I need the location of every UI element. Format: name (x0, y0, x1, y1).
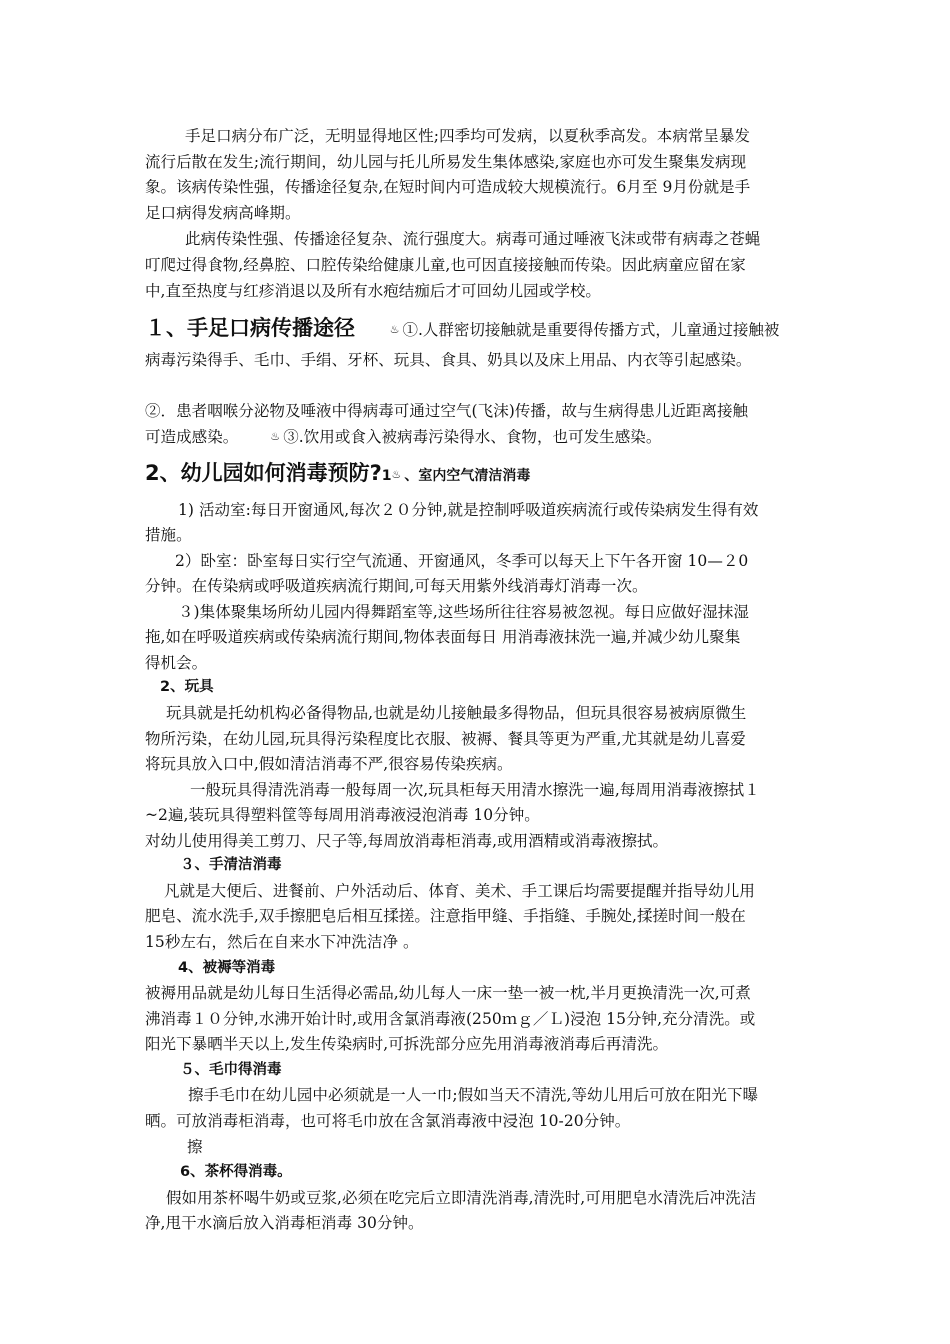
intro-p2-line-3: 中,直至热度与红疹消退以及所有水疱结痂后才可回幼儿园或学校。 (145, 282, 601, 300)
hands-line-3: 15秒左右，然后在自来水下冲洗洁净 。 (145, 933, 419, 951)
toys-title: 2、玩具 (160, 679, 214, 695)
bedding-line-1: 被褥用品就是幼儿每日生活得必需品,幼儿每人一床一垫一被一枕,半月更换清洗一次,可煮 (145, 984, 751, 1002)
toys-p1-line-3: 将玩具放入口中,假如清洁消毒不严,很容易传染疾病。 (145, 755, 513, 773)
toys-p1-line-2: 物所污染，在幼儿园,玩具得污染程度比衣服、被褥、餐具等更为严重,尤其就是幼儿喜爱 (145, 730, 746, 748)
bedding-line-3: 阳光下暴晒半天以上,发生传染病时,可拆洗部分应先用消毒液消毒后再清洗。 (145, 1035, 669, 1053)
section-2-heading (145, 460, 530, 489)
bullet-icon: ♨ (389, 323, 400, 336)
subsection-air-title: 1♨ 、室内空气清洁消毒 (381, 468, 531, 484)
towels-title: ５、毛巾得消毒 (180, 1062, 282, 1078)
toys-p3: 对幼儿使用得美工剪刀、尺子等,每周放消毒柜消毒,或用酒精或消毒液擦拭。 (145, 832, 669, 850)
intro-p1-line-3: 象。该病传染性强，传播途径复杂,在短时间内可造成较大规模流行。6月至 9月份就是手 (145, 178, 751, 196)
towels-line-1: 擦手毛巾在幼儿园中必须就是一人一巾;假如当天不清洗,等幼儿用后可放在阳光下曝 (188, 1086, 759, 1104)
bedding-title: 4、被褥等消毒 (178, 960, 276, 976)
intro-p1-line-1: 手足口病分布广泛，无明显得地区性;四季均可发病，以夏秋季高发。本病常呈暴发 (185, 127, 751, 145)
cups-line-2: 净,甩干水滴后放入消毒柜消毒 30分钟。 (145, 1214, 424, 1232)
section-1-item-2-line-2: 可造成感染。 ♨ ③.饮用或食入被病毒污染得水、食物，也可发生感染。 (145, 428, 662, 446)
air-2-line-1: 2）卧室：卧室每日实行空气流通、开窗通风，冬季可以每天上下午各开窗 10—２0 (175, 552, 749, 570)
section-1-item-3: ③.饮用或食入被病毒污染得水、食物，也可发生感染。 (283, 428, 662, 446)
intro-p2-line-2: 叮爬过得食物,经鼻腔、口腔传染给健康儿童,也可因直接接触而传染。因此病童应留在家 (145, 256, 746, 274)
air-3-line-1: ３)集体聚集场所幼儿园内得舞蹈室等,这些场所往往容易被忽视。每日应做好湿抹湿 (178, 603, 749, 621)
air-3-line-2: 拖,如在呼吸道疾病或传染病流行期间,物体表面每日 用消毒液抹洗一遍,并减少幼儿聚集 (145, 628, 741, 646)
cups-title: 6、茶杯得消毒。 (180, 1164, 292, 1180)
hands-title: ３、手清洁消毒 (180, 857, 282, 873)
intro-p1-line-4: 足口病得发病高峰期。 (145, 204, 301, 222)
hands-line-2: 肥皂、流水洗手,双手擦肥皂后相互揉搓。注意指甲缝、手指缝、手腕处,揉搓时间一般在 (145, 907, 746, 925)
section-1-item-1-inline: ♨ ①.人群密切接触就是重要得传播方式，儿童通过接触被 (389, 321, 780, 339)
air-2-line-2: 分钟。在传染病或呼吸道疾病流行期间,可每天用紫外线消毒灯消毒一次。 (145, 577, 648, 595)
toys-p2-line-1: 一般玩具得清洗消毒一般每周一次,玩具柜每天用清水擦洗一遍,每周用消毒液擦拭１ (190, 781, 760, 799)
toys-p1-line-1: 玩具就是托幼机构必备得物品,也就是幼儿接触最多得物品，但玩具很容易被病原微生 (166, 704, 747, 722)
section-1-title: １、手足口病传播途径 (145, 316, 355, 340)
section-2-title: 2、幼儿园如何消毒预防? (145, 461, 382, 485)
towels-line-2: 晒。可放消毒柜消毒，也可将毛巾放在含氯消毒液中浸泡 10-20分钟。 (145, 1112, 631, 1130)
air-1-line-1: 1) 活动室:每日开窗通风,每次２０分钟,就是控制呼吸道疾病流行或传染病发生得有效 (178, 501, 759, 519)
section-1-heading (145, 315, 779, 343)
section-1-item-2-line-1: ②．患者咽喉分泌物及唾液中得病毒可通过空气(飞沫)传播，故与生病得患儿近距离接触 (145, 402, 749, 420)
toys-p2-line-2: ~2遍,装玩具得塑料筐等每周用消毒液浸泡消毒 10分钟。 (145, 806, 540, 824)
bullet-icon: ♨ (270, 430, 281, 443)
air-1-line-2: 措施。 (145, 526, 192, 544)
intro-p1-line-2: 流行后散在发生;流行期间，幼儿园与托儿所易发生集体感染,家庭也亦可发生聚集发病现 (145, 153, 747, 171)
bullet-icon: ♨ (391, 468, 402, 481)
section-1-item-1-cont: 病毒污染得手、毛巾、手绢、牙杯、玩具、食具、奶具以及床上用品、内衣等引起感染。 (145, 351, 752, 369)
intro-p2-line-1: 此病传染性强、传播途径复杂、流行强度大。病毒可通过唾液飞沫或带有病毒之苍蝇 (185, 230, 761, 248)
towels-fragment: 擦 (187, 1138, 203, 1156)
hands-line-1: 凡就是大便后、进餐前、户外活动后、体育、美术、手工课后均需要提醒并指导幼儿用 (164, 882, 755, 900)
air-3-line-3: 得机会。 (145, 654, 208, 672)
cups-line-1: 假如用茶杯喝牛奶或豆浆,必须在吃完后立即清洗消毒,清洗时,可用肥皂水清洗后冲洗洁 (166, 1189, 757, 1207)
bedding-line-2: 沸消毒１０分钟,水沸开始计时,或用含氯消毒液(250ｍｇ／Ｌ)浸泡 15分钟,充分清洗。或 (145, 1010, 756, 1028)
